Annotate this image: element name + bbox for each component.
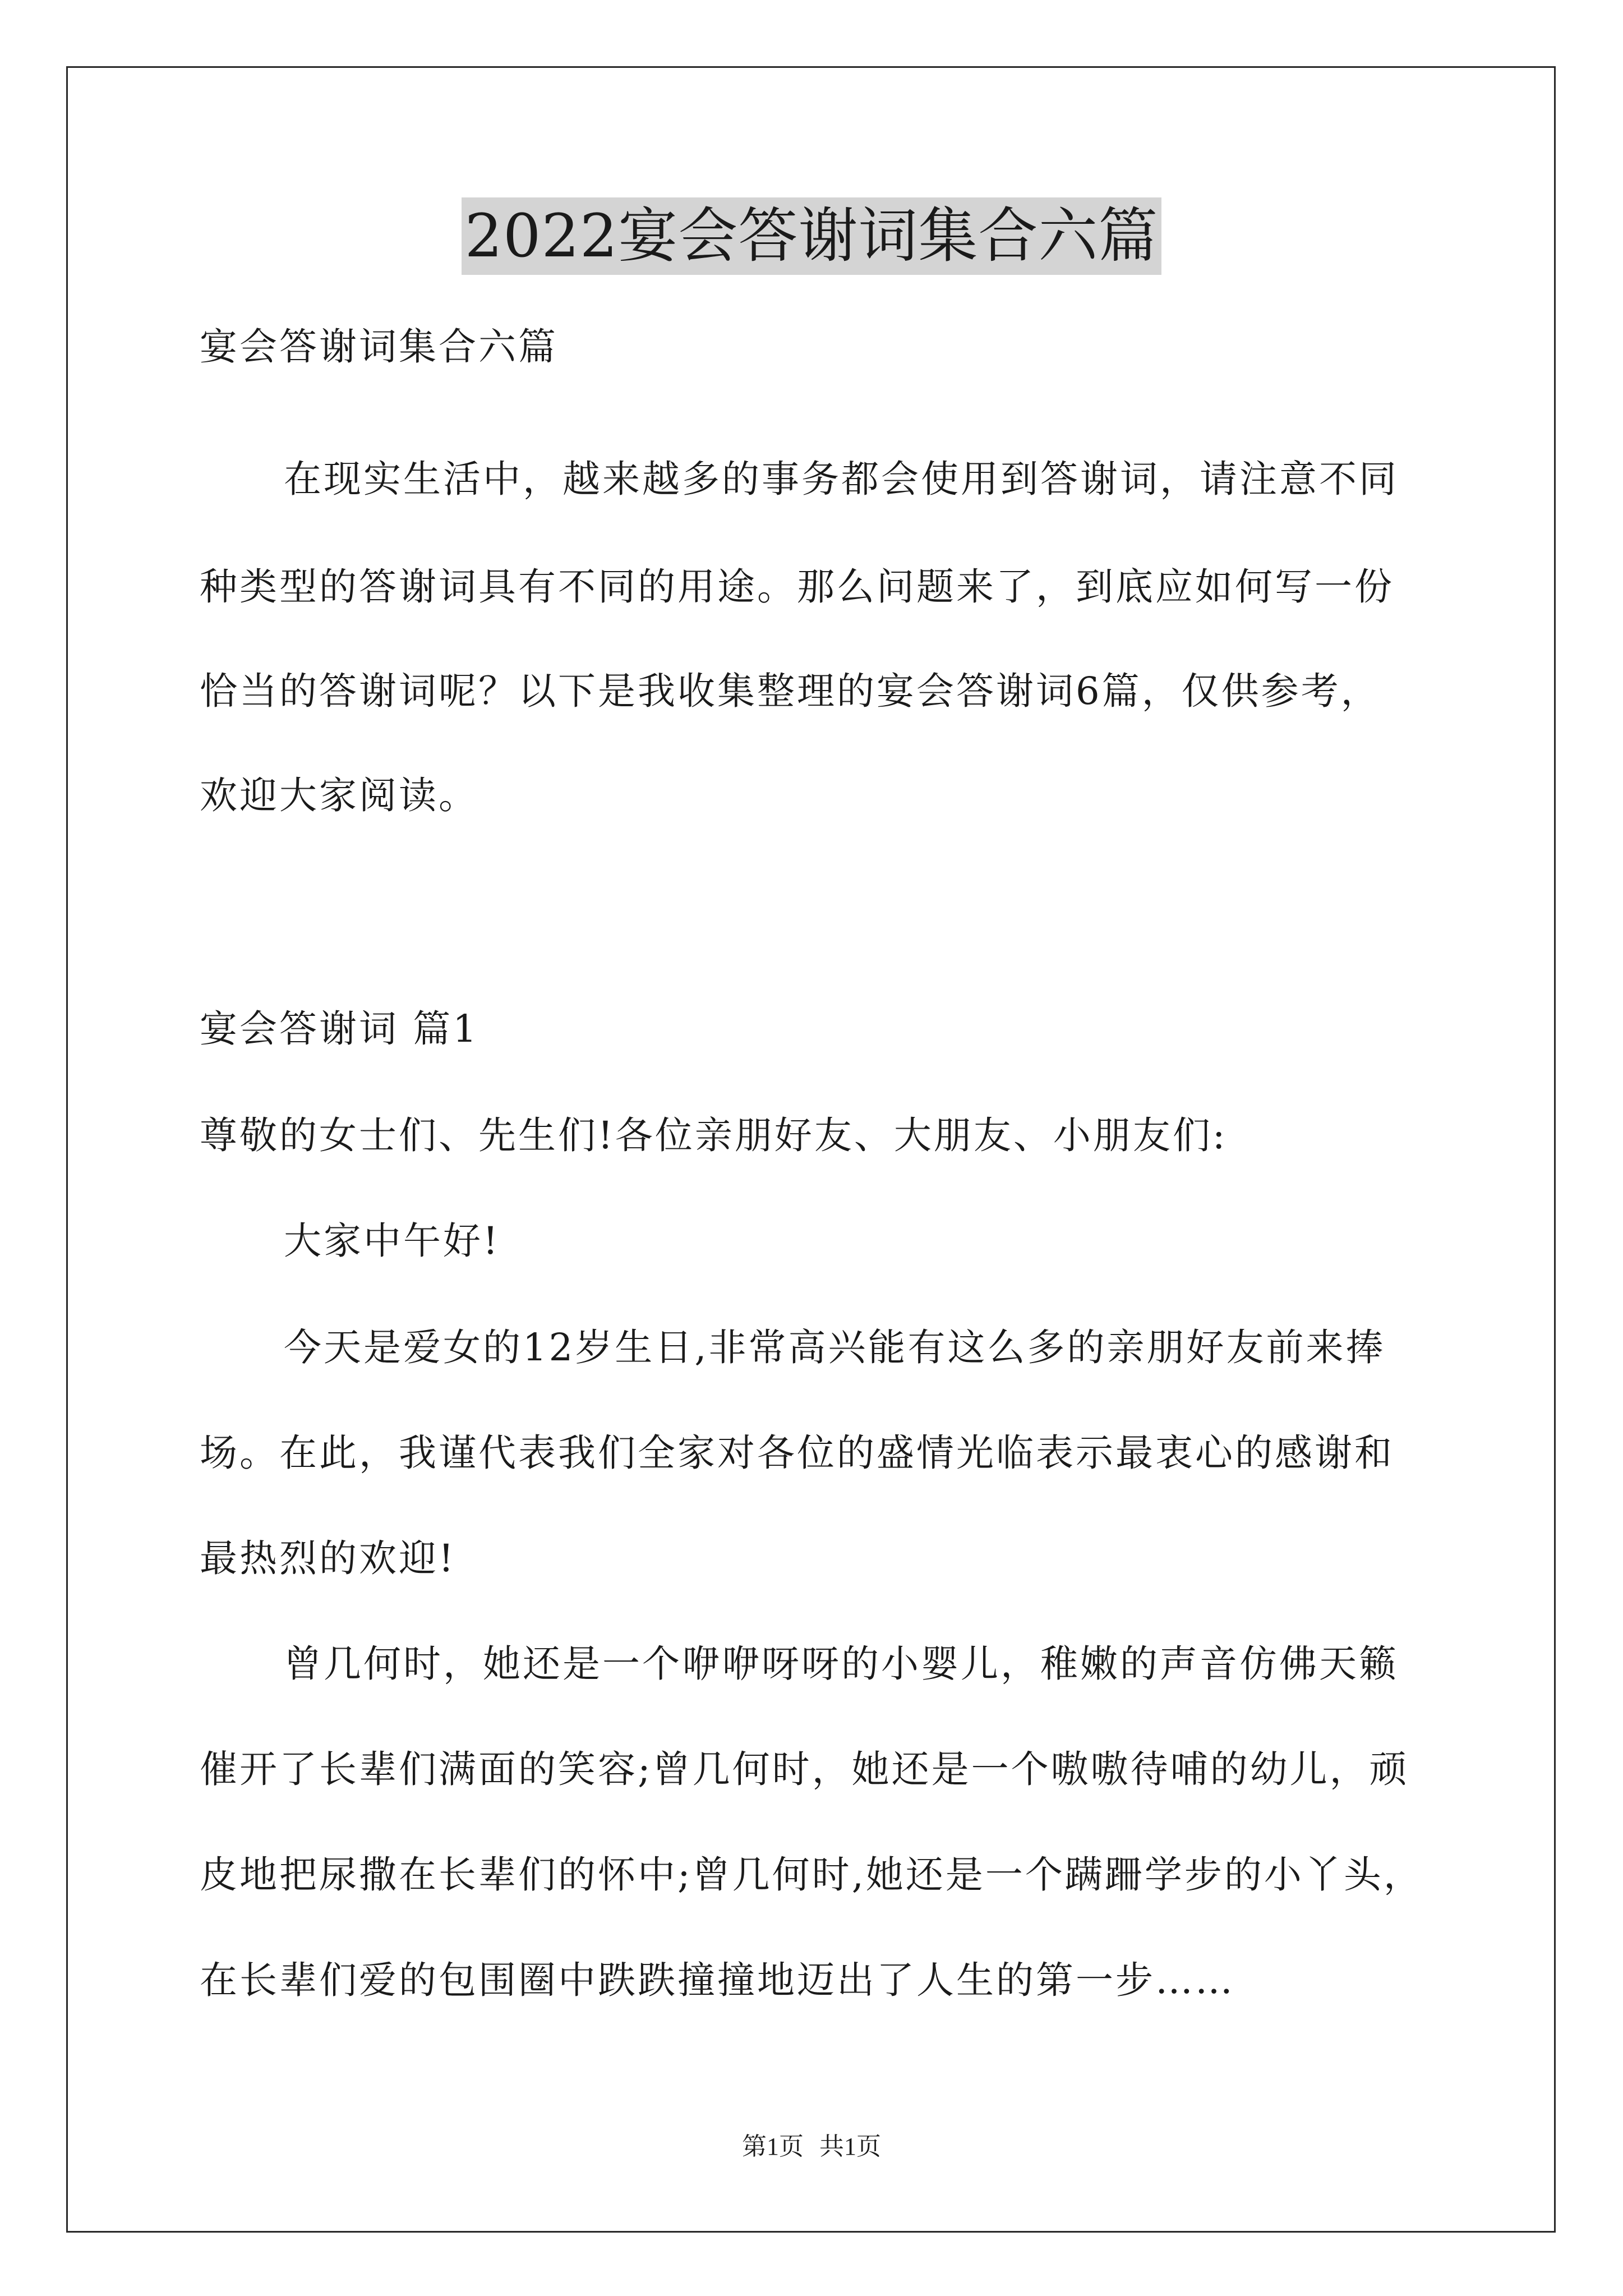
document-title: 2022宴会答谢词集合六篇 [462, 197, 1162, 275]
paragraph-1-line-1: 今天是爱女的12岁生日,非常高兴能有这么多的亲朋好友前来捧 [284, 1326, 1386, 1369]
page-number-current: 第1页 [742, 2133, 804, 2160]
intro-line-1: 在现实生活中，越来越多的事务都会使用到答谢词，请注意不同 [284, 457, 1399, 501]
page-footer [0, 2126, 1623, 2162]
paragraph-2-line-1: 曾几何时，她还是一个咿咿呀呀的小婴儿，稚嫩的声音仿佛天籁 [284, 1642, 1399, 1686]
title-container [0, 197, 1623, 275]
paragraph-1-line-2: 场。在此，我谨代表我们全家对各位的盛情光临表示最衷心的感谢和 [200, 1431, 1394, 1475]
salutation-line: 尊敬的女士们、先生们!各位亲朋好友、大朋友、小朋友们: [200, 1114, 1228, 1157]
intro-line-4: 欢迎大家阅读。 [200, 774, 478, 817]
paragraph-2-line-2: 催开了长辈们满面的笑容;曾几何时，她还是一个嗷嗷待哺的幼儿，顽 [200, 1747, 1409, 1791]
greeting-line: 大家中午好! [284, 1219, 500, 1263]
intro-line-3: 恰当的答谢词呢？以下是我收集整理的宴会答谢词6篇，仅供参考， [200, 669, 1381, 713]
section-heading: 宴会答谢词 篇1 [200, 1007, 479, 1051]
page-number-total: 共1页 [819, 2133, 881, 2160]
paragraph-1-line-3: 最热烈的欢迎! [200, 1536, 456, 1580]
intro-line-2: 种类型的答谢词具有不同的用途。那么问题来了，到底应如何写一份 [200, 565, 1394, 609]
paragraph-2-line-3: 皮地把尿撒在长辈们的怀中;曾几何时,她还是一个蹒跚学步的小丫头， [200, 1853, 1423, 1897]
paragraph-2-line-4: 在长辈们爱的包围圈中跌跌撞撞地迈出了人生的第一步…… [200, 1958, 1235, 2002]
subtitle-line: 宴会答谢词集合六篇 [200, 325, 558, 369]
